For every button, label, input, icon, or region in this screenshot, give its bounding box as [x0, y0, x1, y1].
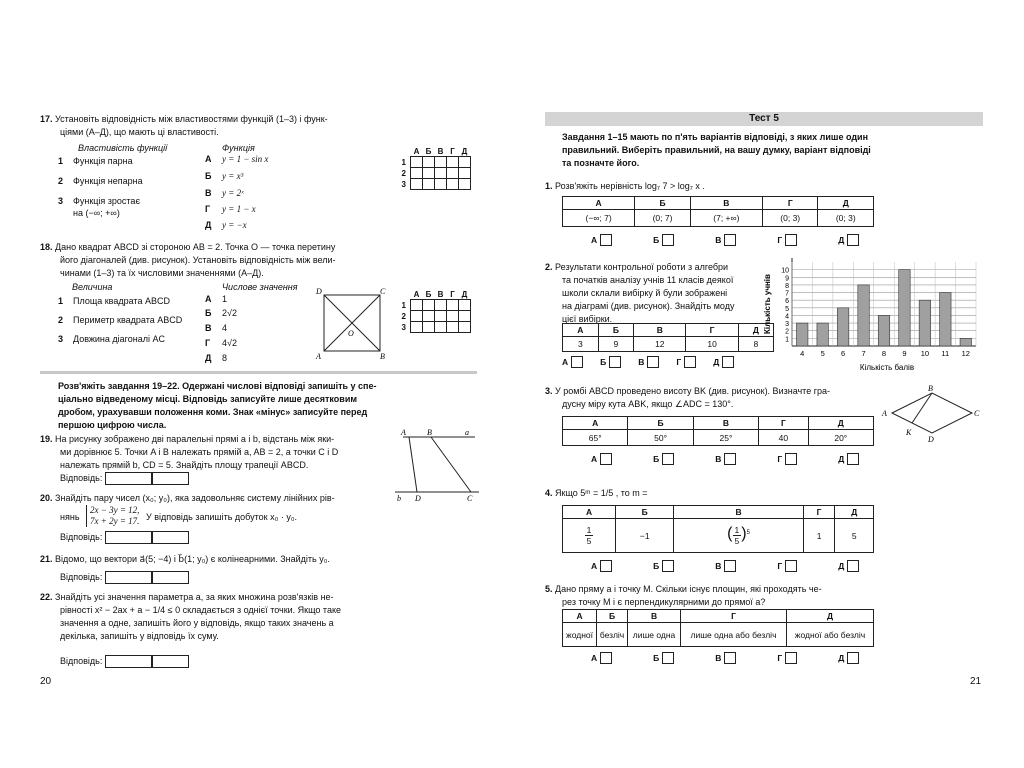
- grid-head: Д: [461, 146, 468, 156]
- checkbox[interactable]: [785, 560, 797, 572]
- x-tick-label: 4: [800, 349, 805, 358]
- y-tick-label: 3: [785, 321, 789, 329]
- instr-line: ціально відведеному місці. Відповідь записуйте лише десятковим: [58, 394, 358, 404]
- grid-head: А: [413, 289, 420, 299]
- bar: [940, 293, 951, 346]
- grid-cell[interactable]: [435, 322, 447, 333]
- label-C: C: [467, 494, 473, 503]
- q17-prop: Функція парна: [73, 156, 133, 166]
- q18-value: 4√2: [222, 338, 237, 348]
- grid-cell[interactable]: [423, 311, 435, 322]
- instr-line: Розв'яжіть завдання 19–22. Одержані числові відповіді запишіть у спе-: [58, 381, 377, 391]
- section-divider: [40, 371, 477, 374]
- q20-number: 20.: [40, 493, 53, 503]
- y-tick-label: 6: [785, 298, 789, 306]
- r-q5: [545, 583, 985, 609]
- q18-quantity: Периметр квадрата ABCD: [73, 315, 183, 325]
- grid-cell[interactable]: [459, 157, 471, 168]
- grid-head: Г: [450, 146, 455, 156]
- label-C: C: [380, 287, 386, 296]
- square-figure: [314, 286, 394, 362]
- q3-option: 50°: [628, 430, 693, 446]
- grid-cell[interactable]: [423, 168, 435, 179]
- q5-checkboxes: А Б В Г Д: [591, 652, 859, 664]
- q18-letter: А: [205, 294, 212, 304]
- q5-option: жодної або безліч: [786, 623, 873, 647]
- q2-options: А Б В Г Д 3 9 12 10 8: [562, 323, 774, 352]
- grid-row-label: 2: [401, 311, 406, 321]
- q20-text: Знайдіть пару чисел (x₀; y₀), яка задовольняє систему лінійних рів-: [55, 493, 335, 503]
- label-D: D: [928, 435, 934, 444]
- grid-head: В: [437, 146, 444, 156]
- q2-option: 12: [634, 337, 686, 352]
- bar: [858, 285, 869, 346]
- bar: [899, 270, 910, 346]
- q17-prop-num: 2: [58, 176, 64, 186]
- q4-text: Якщо 5ᵐ = 1/5 , то m =: [555, 488, 648, 498]
- page-number-left: 20: [40, 676, 52, 687]
- checkbox[interactable]: [662, 652, 674, 664]
- q22-text: Знайдіть усі значення параметра a, за яких множина розв'язків не-: [55, 592, 334, 602]
- chart-ylabel: Кількість учнів: [763, 274, 772, 334]
- checkbox[interactable]: [600, 560, 612, 572]
- x-tick-label: 7: [861, 349, 866, 358]
- q4-option: −1: [616, 519, 674, 553]
- q22-answer: [60, 655, 189, 668]
- grid-cell[interactable]: [447, 157, 459, 168]
- grid-cell[interactable]: [459, 300, 471, 311]
- answer-box-decimal[interactable]: [152, 655, 189, 668]
- q18-quantity: Довжина діагоналі AC: [73, 334, 165, 344]
- bar: [878, 315, 889, 346]
- grid-cell[interactable]: [435, 157, 447, 168]
- q22-text: декілька, запишіть у відповідь їх суму.: [60, 631, 219, 641]
- q17-func-letter: Г: [205, 204, 211, 214]
- q1-option: (0; 3): [762, 210, 817, 227]
- q17-answer-grid[interactable]: [398, 146, 471, 190]
- grid-head: Б: [425, 289, 432, 299]
- label-C: C: [974, 409, 980, 418]
- y-tick-label: 7: [785, 290, 789, 298]
- grid-cell[interactable]: [447, 311, 459, 322]
- y-tick-label: 2: [785, 328, 789, 336]
- grid-cell[interactable]: [459, 311, 471, 322]
- q18: [40, 241, 480, 280]
- answer-label: Відповідь:: [60, 472, 103, 483]
- grid-cell[interactable]: [411, 300, 423, 311]
- q4-option: 5: [835, 519, 874, 553]
- q2-checkboxes: А Б В Г Д: [562, 356, 734, 368]
- q17-col2-head: Функція: [222, 143, 255, 153]
- label-B: B: [427, 428, 432, 437]
- label-D: D: [415, 494, 421, 503]
- q4-option: $(\frac{1}{5})^5$: [674, 519, 803, 553]
- q17-func-letter: Б: [205, 171, 212, 181]
- instr-line: дробом, урахувавши положення коми. Знак «мінус» записуйте перед: [58, 407, 368, 417]
- grid-cell[interactable]: [423, 179, 435, 190]
- checkbox[interactable]: [600, 652, 612, 664]
- q2-option: 9: [598, 337, 634, 352]
- answer-box[interactable]: [105, 531, 152, 544]
- q1-text: Розв'яжіть нерівність log₇ 7 > log₇ x .: [555, 181, 705, 191]
- q5-option: лише одна: [628, 623, 681, 647]
- checkbox[interactable]: [785, 652, 797, 664]
- intro-line: правильний. Виберіть правильний, на вашу думку, варіант відповіді: [562, 145, 871, 155]
- answer-box[interactable]: [105, 571, 152, 584]
- bar: [919, 300, 930, 346]
- grid-row-label: 3: [401, 179, 406, 189]
- answer-box[interactable]: [105, 655, 152, 668]
- label-K: K: [906, 428, 912, 437]
- checkbox[interactable]: [724, 234, 736, 246]
- grid-head: Г: [450, 289, 455, 299]
- q21: [40, 553, 480, 566]
- q17-func-letter: А: [205, 154, 212, 164]
- y-tick-label: 5: [785, 305, 789, 313]
- q2-option: 8: [738, 337, 773, 352]
- checkbox[interactable]: [571, 356, 583, 368]
- grid-cell[interactable]: [423, 322, 435, 333]
- q3-option: 40: [759, 430, 808, 446]
- answer-label: Відповідь:: [60, 571, 103, 582]
- q1-option: (7; +∞): [690, 210, 762, 227]
- checkbox[interactable]: [847, 652, 859, 664]
- checkbox[interactable]: [662, 234, 674, 246]
- q19: [40, 433, 390, 472]
- q17-func: y = 1 − sin x: [222, 154, 269, 164]
- label-line-b: b: [397, 494, 401, 503]
- checkbox[interactable]: [847, 234, 859, 246]
- x-tick-label: 9: [902, 349, 907, 358]
- x-tick-label: 11: [941, 349, 950, 358]
- y-tick-label: 8: [785, 282, 789, 290]
- q4-number: 4.: [545, 488, 553, 498]
- bar-chart: [762, 256, 984, 374]
- checkbox[interactable]: [647, 356, 659, 368]
- q17-prop: Функція непарна: [73, 176, 143, 186]
- q17-func: y = 1 − x: [222, 204, 256, 214]
- q17-prop: Функція зростає: [73, 196, 141, 206]
- q2-option: 10: [686, 337, 738, 352]
- x-tick-label: 12: [961, 349, 970, 358]
- checkbox[interactable]: [662, 560, 674, 572]
- q5-option: безліч: [597, 623, 628, 647]
- q18-col2-head: Числове значення: [222, 282, 298, 292]
- checkbox[interactable]: [600, 453, 612, 465]
- checkbox[interactable]: [785, 453, 797, 465]
- checkbox[interactable]: [600, 234, 612, 246]
- answer-box-decimal[interactable]: [152, 472, 189, 485]
- q17-prop-num: 3: [58, 196, 64, 206]
- q2-number: 2.: [545, 262, 553, 272]
- q18-letter: Б: [205, 308, 212, 318]
- answer-label: Відповідь:: [60, 531, 103, 542]
- y-tick-label: 1: [785, 336, 789, 344]
- label-line-a: a: [465, 428, 469, 437]
- rhombus-figure: [878, 383, 984, 445]
- grid-cell[interactable]: [447, 300, 459, 311]
- q18-text-1: Дано квадрат ABCD зі стороною AB = 2. Точка O — точка перетину: [55, 242, 336, 252]
- grid-cell[interactable]: [411, 311, 423, 322]
- q20-text-2: нянь: [60, 512, 80, 522]
- grid-head: Д: [461, 289, 468, 299]
- q20: [40, 492, 480, 505]
- q2-text: та початків аналізу учнів 11 класів деякої: [562, 275, 734, 285]
- q17-number: 17.: [40, 114, 53, 124]
- grid-head: А: [413, 146, 420, 156]
- x-tick-label: 6: [841, 349, 846, 358]
- q5-text: рез точку M і є перпендикулярними до прямої a?: [562, 597, 766, 607]
- q2-option: 3: [563, 337, 599, 352]
- grid-cell[interactable]: [423, 157, 435, 168]
- q17-func-letter: В: [205, 188, 212, 198]
- grid-row-label: 3: [401, 322, 406, 332]
- q5-text: Дано пряму a і точку M. Скільки існує площин, які проходять че-: [555, 584, 822, 594]
- label-A: A: [316, 352, 321, 361]
- intro: [562, 131, 982, 170]
- q19-number: 19.: [40, 434, 53, 444]
- grid-cell[interactable]: [411, 322, 423, 333]
- grid-cell[interactable]: [459, 168, 471, 179]
- q17-text-2: ціями (А–Д), що мають ці властивості.: [60, 127, 219, 137]
- q18-text-3: чинами (1–3) та їх числовими значеннями (А–Д).: [60, 268, 264, 278]
- grid-row-label: 1: [401, 157, 406, 167]
- q18-num: 2: [58, 315, 64, 325]
- grid-cell[interactable]: [435, 168, 447, 179]
- q19-text: На рисунку зображено дві паралельні прямі a і b, відстань між яки-: [55, 434, 335, 444]
- checkbox[interactable]: [724, 560, 736, 572]
- r-q2: [545, 261, 760, 326]
- q18-value: 2√2: [222, 308, 237, 318]
- q3-text: У ромбі ABCD проведено висоту BK (див. рисунок). Визначте гра-: [555, 386, 831, 396]
- bar: [817, 323, 828, 346]
- q5-number: 5.: [545, 584, 553, 594]
- q18-num: 3: [58, 334, 64, 344]
- x-tick-label: 10: [920, 349, 930, 358]
- q2-text: на діаграмі (див. рисунок). Знайдіть моду: [562, 301, 735, 311]
- checkbox[interactable]: [785, 234, 797, 246]
- q17-func: y = 2ˣ: [222, 188, 244, 198]
- intro-line: Завдання 1–15 мають по п'ять варіантів відповіді, з яких лише один: [562, 132, 869, 142]
- r-q1: [545, 180, 705, 193]
- q5-option: лише одна або безліч: [681, 623, 787, 647]
- q2-text: Результати контрольної роботи з алгебри: [555, 262, 729, 272]
- q19-text: належать прямій b, CD = 5. Знайдіть площу трапеції ABCD.: [60, 460, 309, 470]
- q3-options: А Б В Г Д 65° 50° 25° 40 20°: [562, 416, 874, 446]
- q21-answer: [60, 571, 189, 584]
- grid-cell[interactable]: [423, 300, 435, 311]
- q18-letter: Д: [205, 353, 212, 363]
- y-tick-label: 4: [785, 313, 789, 321]
- checkbox[interactable]: [662, 453, 674, 465]
- q18-col1-head: Величина: [72, 282, 113, 292]
- q17-func-letter: Д: [205, 220, 212, 230]
- answer-label: Відповідь:: [60, 655, 103, 666]
- q22: [40, 591, 480, 643]
- q19-text: ми дорівнює 5. Точки A і B належать прямій a, AB = 2, а точки C і D: [60, 447, 339, 457]
- q18-answer-grid[interactable]: [398, 289, 471, 333]
- q17-col1-head: Властивість функції: [78, 143, 168, 153]
- q17: [40, 113, 480, 139]
- q20-answer: [60, 531, 189, 544]
- grid-cell[interactable]: [447, 179, 459, 190]
- q17-prop-line2: на (−∞; +∞): [73, 208, 120, 218]
- q3-checkboxes: А Б В Г Д: [591, 453, 859, 465]
- grid-cell[interactable]: [435, 300, 447, 311]
- q18-value: 4: [222, 323, 228, 333]
- q17-func: y = −x: [222, 220, 247, 230]
- q19-answer: [60, 472, 189, 485]
- label-B: B: [928, 384, 933, 393]
- grid-cell[interactable]: [411, 157, 423, 168]
- checkbox[interactable]: [847, 560, 859, 572]
- q3-number: 3.: [545, 386, 553, 396]
- instr-line: першою цифрою числа.: [58, 420, 167, 430]
- q1-option: (−∞; 7): [563, 210, 635, 227]
- q2-text: цієї вибірки.: [562, 314, 613, 324]
- grid-cell[interactable]: [447, 168, 459, 179]
- label-A: A: [882, 409, 887, 418]
- equation: 7x + 2y = 17.: [90, 516, 140, 526]
- q18-letter: Г: [205, 338, 211, 348]
- grid-cell[interactable]: [447, 322, 459, 333]
- q20-text-3: У відповідь запишіть добуток x₀ · y₀.: [146, 512, 298, 522]
- q4-checkboxes: А Б В Г Д: [591, 560, 859, 572]
- grid-cell[interactable]: [411, 179, 423, 190]
- q18-letter: В: [205, 323, 212, 333]
- label-D: D: [316, 287, 322, 296]
- grid-row-label: 2: [401, 168, 406, 178]
- r-q3: [545, 385, 885, 411]
- checkbox[interactable]: [724, 453, 736, 465]
- grid-head: Б: [425, 146, 432, 156]
- grid-cell[interactable]: [411, 168, 423, 179]
- q1-number: 1.: [545, 181, 553, 191]
- equation: 2x − 3y = 12,: [90, 505, 140, 515]
- q18-num: 1: [58, 296, 64, 306]
- checkbox[interactable]: [724, 652, 736, 664]
- bar: [796, 323, 807, 346]
- q18-number: 18.: [40, 242, 53, 252]
- checkbox[interactable]: [609, 356, 621, 368]
- q18-text-2: його діагоналей (див. рисунок). Установіть відповідність між вели-: [60, 255, 336, 265]
- answer-box-decimal[interactable]: [152, 571, 189, 584]
- checkbox[interactable]: [684, 356, 696, 368]
- q5-option: жодної: [563, 623, 597, 647]
- q1-checkboxes: А Б В Г Д: [591, 234, 859, 246]
- label-A: A: [401, 428, 406, 437]
- q3-option: 25°: [693, 430, 758, 446]
- q22-text: рівності x² − 2ax + a − 1/4 ≤ 0 складається з однієї точки. Якщо таке: [60, 605, 342, 615]
- q4-option: 1: [803, 519, 835, 553]
- q3-option: 65°: [563, 430, 628, 446]
- q2-text: школи склали вибірку й були зображені: [562, 288, 728, 298]
- page-number-right: 21: [970, 676, 982, 687]
- q1-option: (0; 3): [818, 210, 874, 227]
- grid-head: В: [437, 289, 444, 299]
- q5-options: А Б В Г Д жодної безліч лише одна лише одна або безліч жодної або безліч: [562, 609, 874, 647]
- q4-option: $\frac{1}{5}$: [563, 519, 616, 553]
- q18-value: 1: [222, 294, 228, 304]
- y-tick-label: 9: [785, 275, 789, 283]
- q18-value: 8: [222, 353, 228, 363]
- grid-cell[interactable]: [459, 322, 471, 333]
- answer-box-decimal[interactable]: [152, 531, 189, 544]
- checkbox[interactable]: [847, 453, 859, 465]
- q1-options: А Б В Г Д (−∞; 7) (0; 7) (7; +∞) (0; 3) (0; 3): [562, 196, 874, 227]
- intro-line: та позначте його.: [562, 158, 640, 168]
- test-header: Тест 5: [545, 112, 983, 126]
- q21-text: Відомо, що вектори a⃗(5; −4) і b⃗(1; y₀) є колінеарними. Знайдіть y₀.: [55, 554, 330, 564]
- q17-func: y = x³: [222, 171, 244, 181]
- q1-option: (0; 7): [635, 210, 690, 227]
- grid-row-label: 1: [401, 300, 406, 310]
- q21-number: 21.: [40, 554, 53, 564]
- x-tick-label: 8: [881, 349, 887, 358]
- q17-prop-num: 1: [58, 156, 64, 166]
- q20-system: [86, 505, 139, 527]
- q18-quantity: Площа квадрата ABCD: [73, 296, 170, 306]
- bar: [837, 308, 848, 346]
- q22-number: 22.: [40, 592, 53, 602]
- grid-cell[interactable]: [459, 179, 471, 190]
- y-tick-label: 10: [781, 267, 789, 275]
- checkbox[interactable]: [722, 356, 734, 368]
- grid-cell[interactable]: [435, 311, 447, 322]
- q3-text: дусну міру кута ABK, якщо ∠ADC = 130°.: [562, 399, 734, 409]
- label-O: O: [348, 329, 354, 338]
- grid-cell[interactable]: [435, 179, 447, 190]
- q4-options: А Б В Г Д $\frac{1}{5}$ −1 $(\frac{1}{5})^5$ 1 5: [562, 505, 874, 553]
- bar: [960, 338, 971, 346]
- label-B: B: [380, 352, 385, 361]
- r-q4: [545, 487, 648, 500]
- chart-xlabel: Кількість балів: [859, 363, 915, 372]
- x-tick-label: 5: [820, 349, 825, 358]
- q3-option: 20°: [808, 430, 873, 446]
- answer-box[interactable]: [105, 472, 152, 485]
- q17-text-1: Установіть відповідність між властивостями функцій (1–3) і функ-: [55, 114, 328, 124]
- q22-text: значення a одне, запишіть його у відповідь, якщо таких значень a: [60, 618, 334, 628]
